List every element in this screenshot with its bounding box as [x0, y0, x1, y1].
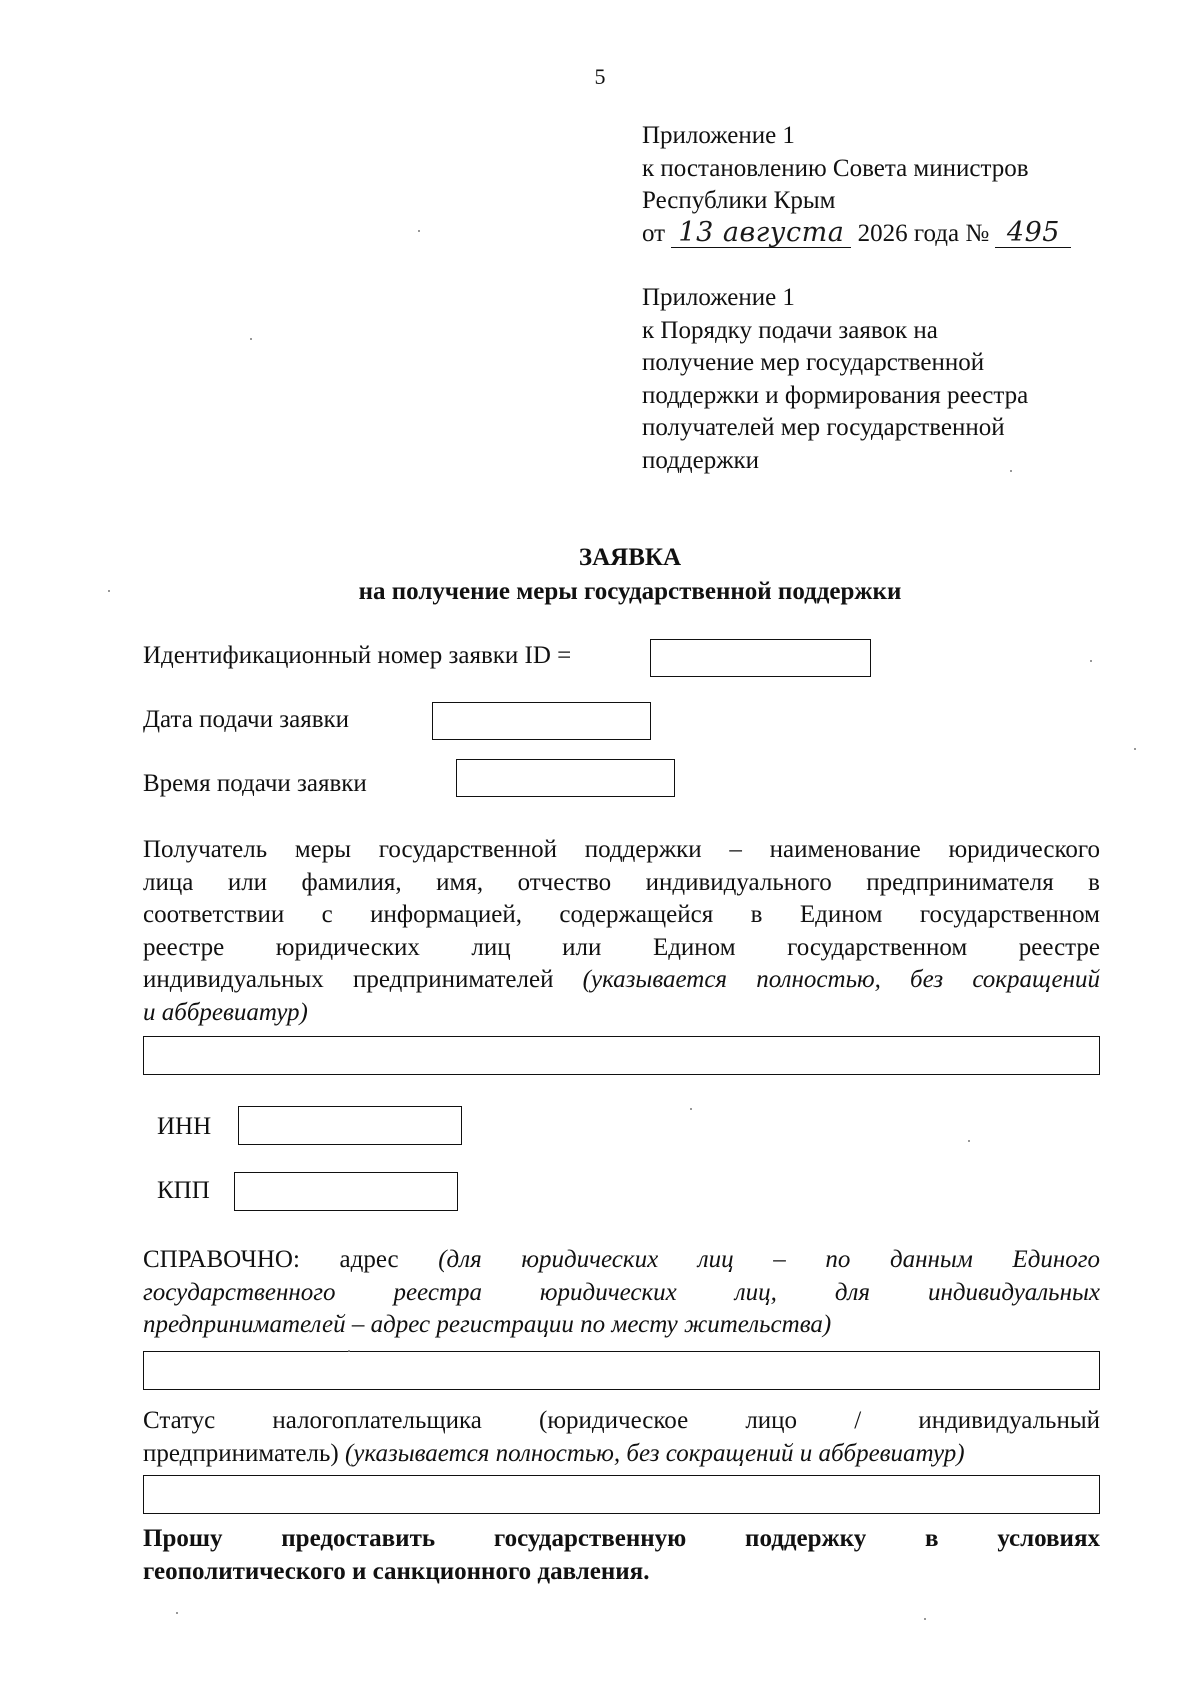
- scan-speck: [924, 1618, 926, 1620]
- appendix-decree-block: [642, 120, 1142, 250]
- address-note-2: государственного реестра юридических лиц, для индивидуальных: [143, 1278, 1100, 1306]
- form-subtitle: на получение меры государственной поддержки: [358, 578, 902, 605]
- address-note-1: (для юридических лиц – по данным Единого: [438, 1246, 1100, 1273]
- appendix-procedure-line: Приложение 1: [642, 284, 795, 311]
- request-line-2: геополитического и санкционного давления.: [143, 1557, 650, 1585]
- scan-speck: [176, 1612, 178, 1614]
- submission-date-label: Дата подачи заявки: [143, 706, 350, 733]
- status-line-1: Статус налогоплательщика (юридическое лицо / индивидуальный: [143, 1407, 1100, 1434]
- scan-speck: [1090, 660, 1092, 662]
- appendix-procedure-line: поддержки и формирования реестра: [642, 381, 1029, 409]
- recipient-line: реестре юридических лиц или Едином государственном реестре: [143, 933, 1100, 961]
- recipient-line: Получатель меры государственной поддержки – наименование юридического: [143, 836, 1100, 863]
- date-prefix: от: [642, 219, 666, 247]
- recipient-line: соответствии с информацией, содержащейся в Едином государственном: [143, 901, 1100, 928]
- submission-date-field[interactable]: [432, 702, 651, 740]
- scan-speck: [250, 338, 252, 340]
- year-text: 2026 года №: [857, 219, 990, 247]
- recipient-name-field[interactable]: [143, 1036, 1100, 1075]
- address-field[interactable]: [143, 1351, 1100, 1390]
- appendix-procedure-block: [642, 282, 1142, 477]
- scan-speck: [418, 230, 420, 232]
- scan-speck: [968, 1140, 970, 1142]
- status-note: (указывается полностью, без сокращений и аббревиатур): [344, 1439, 965, 1467]
- appendix-decree-date-line: [642, 218, 1142, 251]
- submission-time-field[interactable]: [456, 759, 675, 797]
- appendix-procedure-line: поддержки: [642, 446, 759, 474]
- kpp-label: КПП: [157, 1177, 210, 1204]
- scan-speck: [690, 1108, 692, 1110]
- status-line-2-plain: предприниматель): [143, 1439, 345, 1467]
- application-id-label: Идентификационный номер заявки ID =: [143, 642, 572, 669]
- page-number: 5: [594, 64, 606, 89]
- scan-speck: [108, 590, 110, 592]
- recipient-description: [143, 834, 1100, 1029]
- kpp-field[interactable]: [234, 1172, 458, 1211]
- recipient-line: лица или фамилия, имя, отчество индивидуального предпринимателя в: [143, 868, 1100, 896]
- form-title: ЗАЯВКА: [578, 544, 682, 571]
- handwritten-date: 13 августа: [671, 219, 851, 248]
- submission-time-label: Время подачи заявки: [143, 770, 367, 797]
- appendix-procedure-line: к Порядку подачи заявок на: [642, 316, 938, 344]
- inn-field[interactable]: [238, 1106, 462, 1145]
- scan-speck: [1010, 470, 1012, 472]
- address-label: СПРАВОЧНО: адрес: [143, 1246, 439, 1273]
- address-note-3: предпринимателей – адрес регистрации по месту жительства): [143, 1311, 832, 1338]
- inn-label: ИНН: [157, 1113, 212, 1140]
- recipient-note-end: и аббревиатур): [143, 998, 308, 1026]
- address-description: [143, 1244, 1100, 1342]
- request-statement: [143, 1523, 1100, 1588]
- application-id-field[interactable]: [650, 639, 871, 677]
- recipient-note: (указывается полностью, без сокращений: [582, 966, 1100, 993]
- request-line-1: Прошу предоставить государственную поддержку в условиях: [143, 1525, 1100, 1552]
- recipient-line-5-plain: индивидуальных предпринимателей: [143, 966, 583, 993]
- status-line-2: [143, 1438, 1100, 1471]
- scan-speck: [1134, 748, 1136, 750]
- appendix-decree-line-2: к постановлению Совета министров: [642, 154, 1029, 182]
- appendix-decree-line-3: Республики Крым: [642, 187, 836, 214]
- appendix-procedure-line: получение мер государственной: [642, 349, 985, 376]
- recipient-line-5: [143, 964, 1100, 997]
- scan-speck: [348, 1350, 350, 1352]
- taxpayer-status-description: [143, 1405, 1100, 1470]
- handwritten-number: 495: [995, 219, 1071, 248]
- taxpayer-status-field[interactable]: [143, 1475, 1100, 1514]
- address-line-1: [143, 1244, 1100, 1277]
- appendix-procedure-line: получателей мер государственной: [642, 414, 1005, 441]
- appendix-decree-line-1: Приложение 1: [642, 122, 795, 149]
